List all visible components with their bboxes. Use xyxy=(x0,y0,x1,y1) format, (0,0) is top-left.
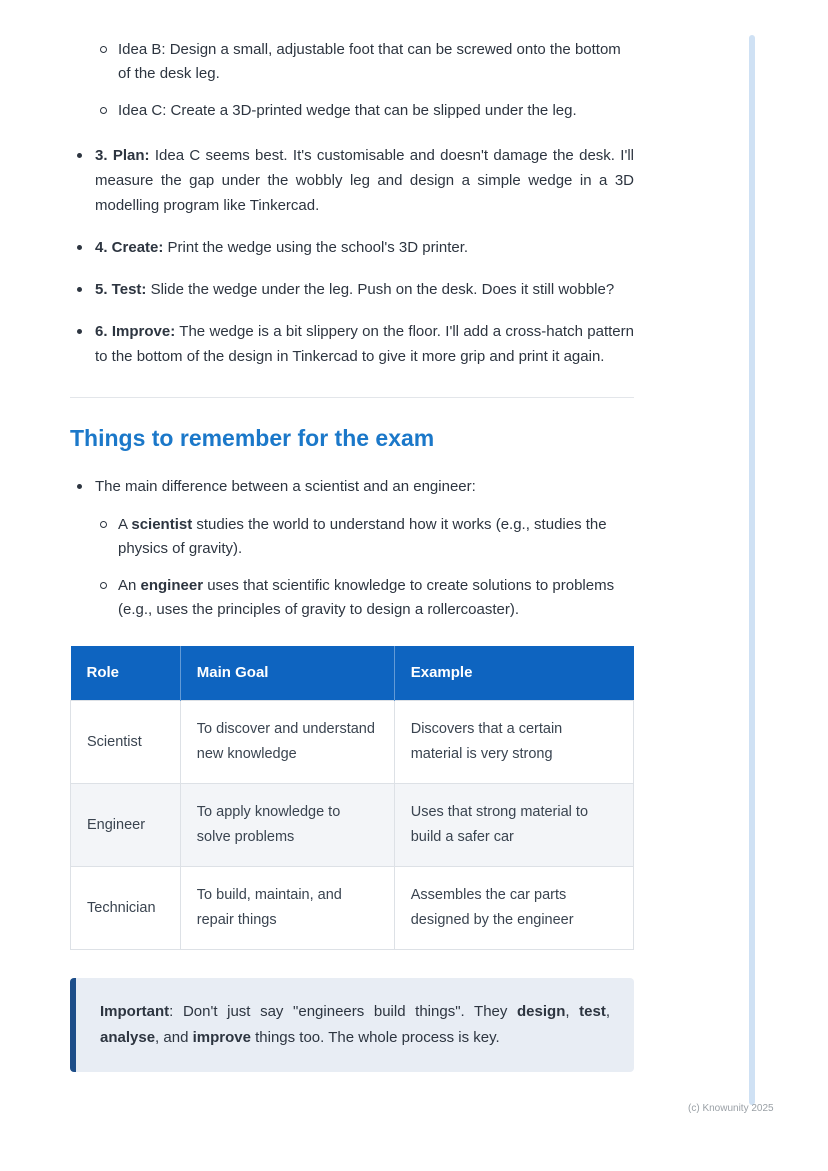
table-cell: Scientist xyxy=(71,701,181,784)
text-segment: Idea C: Create a 3D-printed wedge that can be slipped under the leg. xyxy=(118,102,577,119)
list-item xyxy=(70,277,634,302)
table-header-row xyxy=(71,646,634,701)
table-row xyxy=(71,784,634,867)
text-segment: test xyxy=(579,1003,606,1020)
list-item xyxy=(70,319,634,369)
design-steps-list xyxy=(70,143,634,369)
text-segment: The wedge is a bit slippery on the floor. I'll add a cross-hatch pattern to the bottom of the design in Tinkercad to give it more grip and print it again. xyxy=(95,323,634,365)
section-heading: Things to remember for the exam xyxy=(70,425,435,451)
watermark: (c) Knowunity 2025 xyxy=(688,1103,774,1114)
remember-sub-list xyxy=(95,513,634,622)
table-header-role: Role xyxy=(71,646,181,701)
table-cell: Engineer xyxy=(71,784,181,867)
text-segment: things too. The whole process is key. xyxy=(250,1029,500,1046)
table-cell: Discovers that a certain material is very strong xyxy=(394,701,633,784)
table-row xyxy=(71,867,634,950)
text-segment: An xyxy=(118,577,141,594)
text-segment: improve xyxy=(192,1029,251,1046)
text-segment: scientist xyxy=(131,516,193,533)
text-segment: Print the wedge using the school's 3D printer. xyxy=(163,239,469,256)
scrollbar-thumb[interactable] xyxy=(749,35,755,1105)
text-segment: uses that scientific knowledge to create solutions to problems (e.g., uses the principles of gravity to design a rollercoaster). xyxy=(118,577,615,618)
table-cell: Assembles the car parts designed by the engineer xyxy=(394,867,633,950)
table-cell: To build, maintain, and repair things xyxy=(180,867,394,950)
text-segment: 5. Test: xyxy=(95,281,147,298)
list-item xyxy=(95,513,634,561)
text-segment: design xyxy=(517,1003,566,1020)
table-cell: Uses that strong material to build a safer car xyxy=(394,784,633,867)
text-segment: Slide the wedge under the leg. Push on the desk. Does it still wobble? xyxy=(146,281,615,298)
list-item-text xyxy=(95,239,468,256)
text-segment: studies the world to understand how it works (e.g., studies the physics of gravity). xyxy=(118,516,607,557)
list-item xyxy=(70,474,634,622)
roles-table xyxy=(70,646,634,950)
text-segment: The main difference between a scientist and an engineer: xyxy=(95,478,476,495)
text-segment: , xyxy=(565,1003,580,1020)
list-item xyxy=(95,99,634,123)
list-item-text xyxy=(95,478,476,495)
text-segment: Important xyxy=(100,1003,170,1020)
text-segment: A xyxy=(118,516,132,533)
text-segment: 4. Create: xyxy=(95,239,164,256)
text-segment: , xyxy=(605,1003,611,1020)
text-segment: , and xyxy=(155,1029,193,1046)
list-item xyxy=(70,235,634,260)
text-segment: Idea B: Design a small, adjustable foot that can be screwed onto the bottom of the desk leg. xyxy=(118,41,621,82)
important-callout xyxy=(70,978,634,1072)
text-segment: analyse xyxy=(100,1029,156,1046)
list-item xyxy=(95,574,634,622)
list-item-text xyxy=(95,281,614,298)
list-item-text xyxy=(118,516,607,557)
text-segment: 3. Plan: xyxy=(95,147,150,164)
text-segment: 6. Improve: xyxy=(95,323,176,340)
list-item xyxy=(70,143,634,218)
section-divider xyxy=(70,397,634,398)
table-cell: To apply knowledge to solve problems xyxy=(180,784,394,867)
list-item-text xyxy=(118,577,614,618)
list-item-text xyxy=(95,323,634,365)
text-segment: Idea C seems best. It's customisable and doesn't damage the desk. I'll measure the gap under the wobbly leg and design a simple wedge in a 3D modelling program like Tinkercad. xyxy=(95,147,634,214)
remember-list xyxy=(70,474,634,622)
notes-content xyxy=(70,38,634,1072)
list-item-text xyxy=(118,102,577,119)
list-item xyxy=(95,38,634,86)
callout-text xyxy=(100,999,610,1051)
text-segment: : Don't just say "engineers build things". They xyxy=(169,1003,518,1020)
idea-sub-list xyxy=(95,38,634,123)
table-header-example: Example xyxy=(394,646,633,701)
text-segment: engineer xyxy=(140,577,204,594)
list-item-text xyxy=(95,147,634,214)
table-header-main-goal: Main Goal xyxy=(180,646,394,701)
table-cell: To discover and understand new knowledge xyxy=(180,701,394,784)
table-row xyxy=(71,701,634,784)
table-cell: Technician xyxy=(71,867,181,950)
list-item-text xyxy=(118,41,621,82)
